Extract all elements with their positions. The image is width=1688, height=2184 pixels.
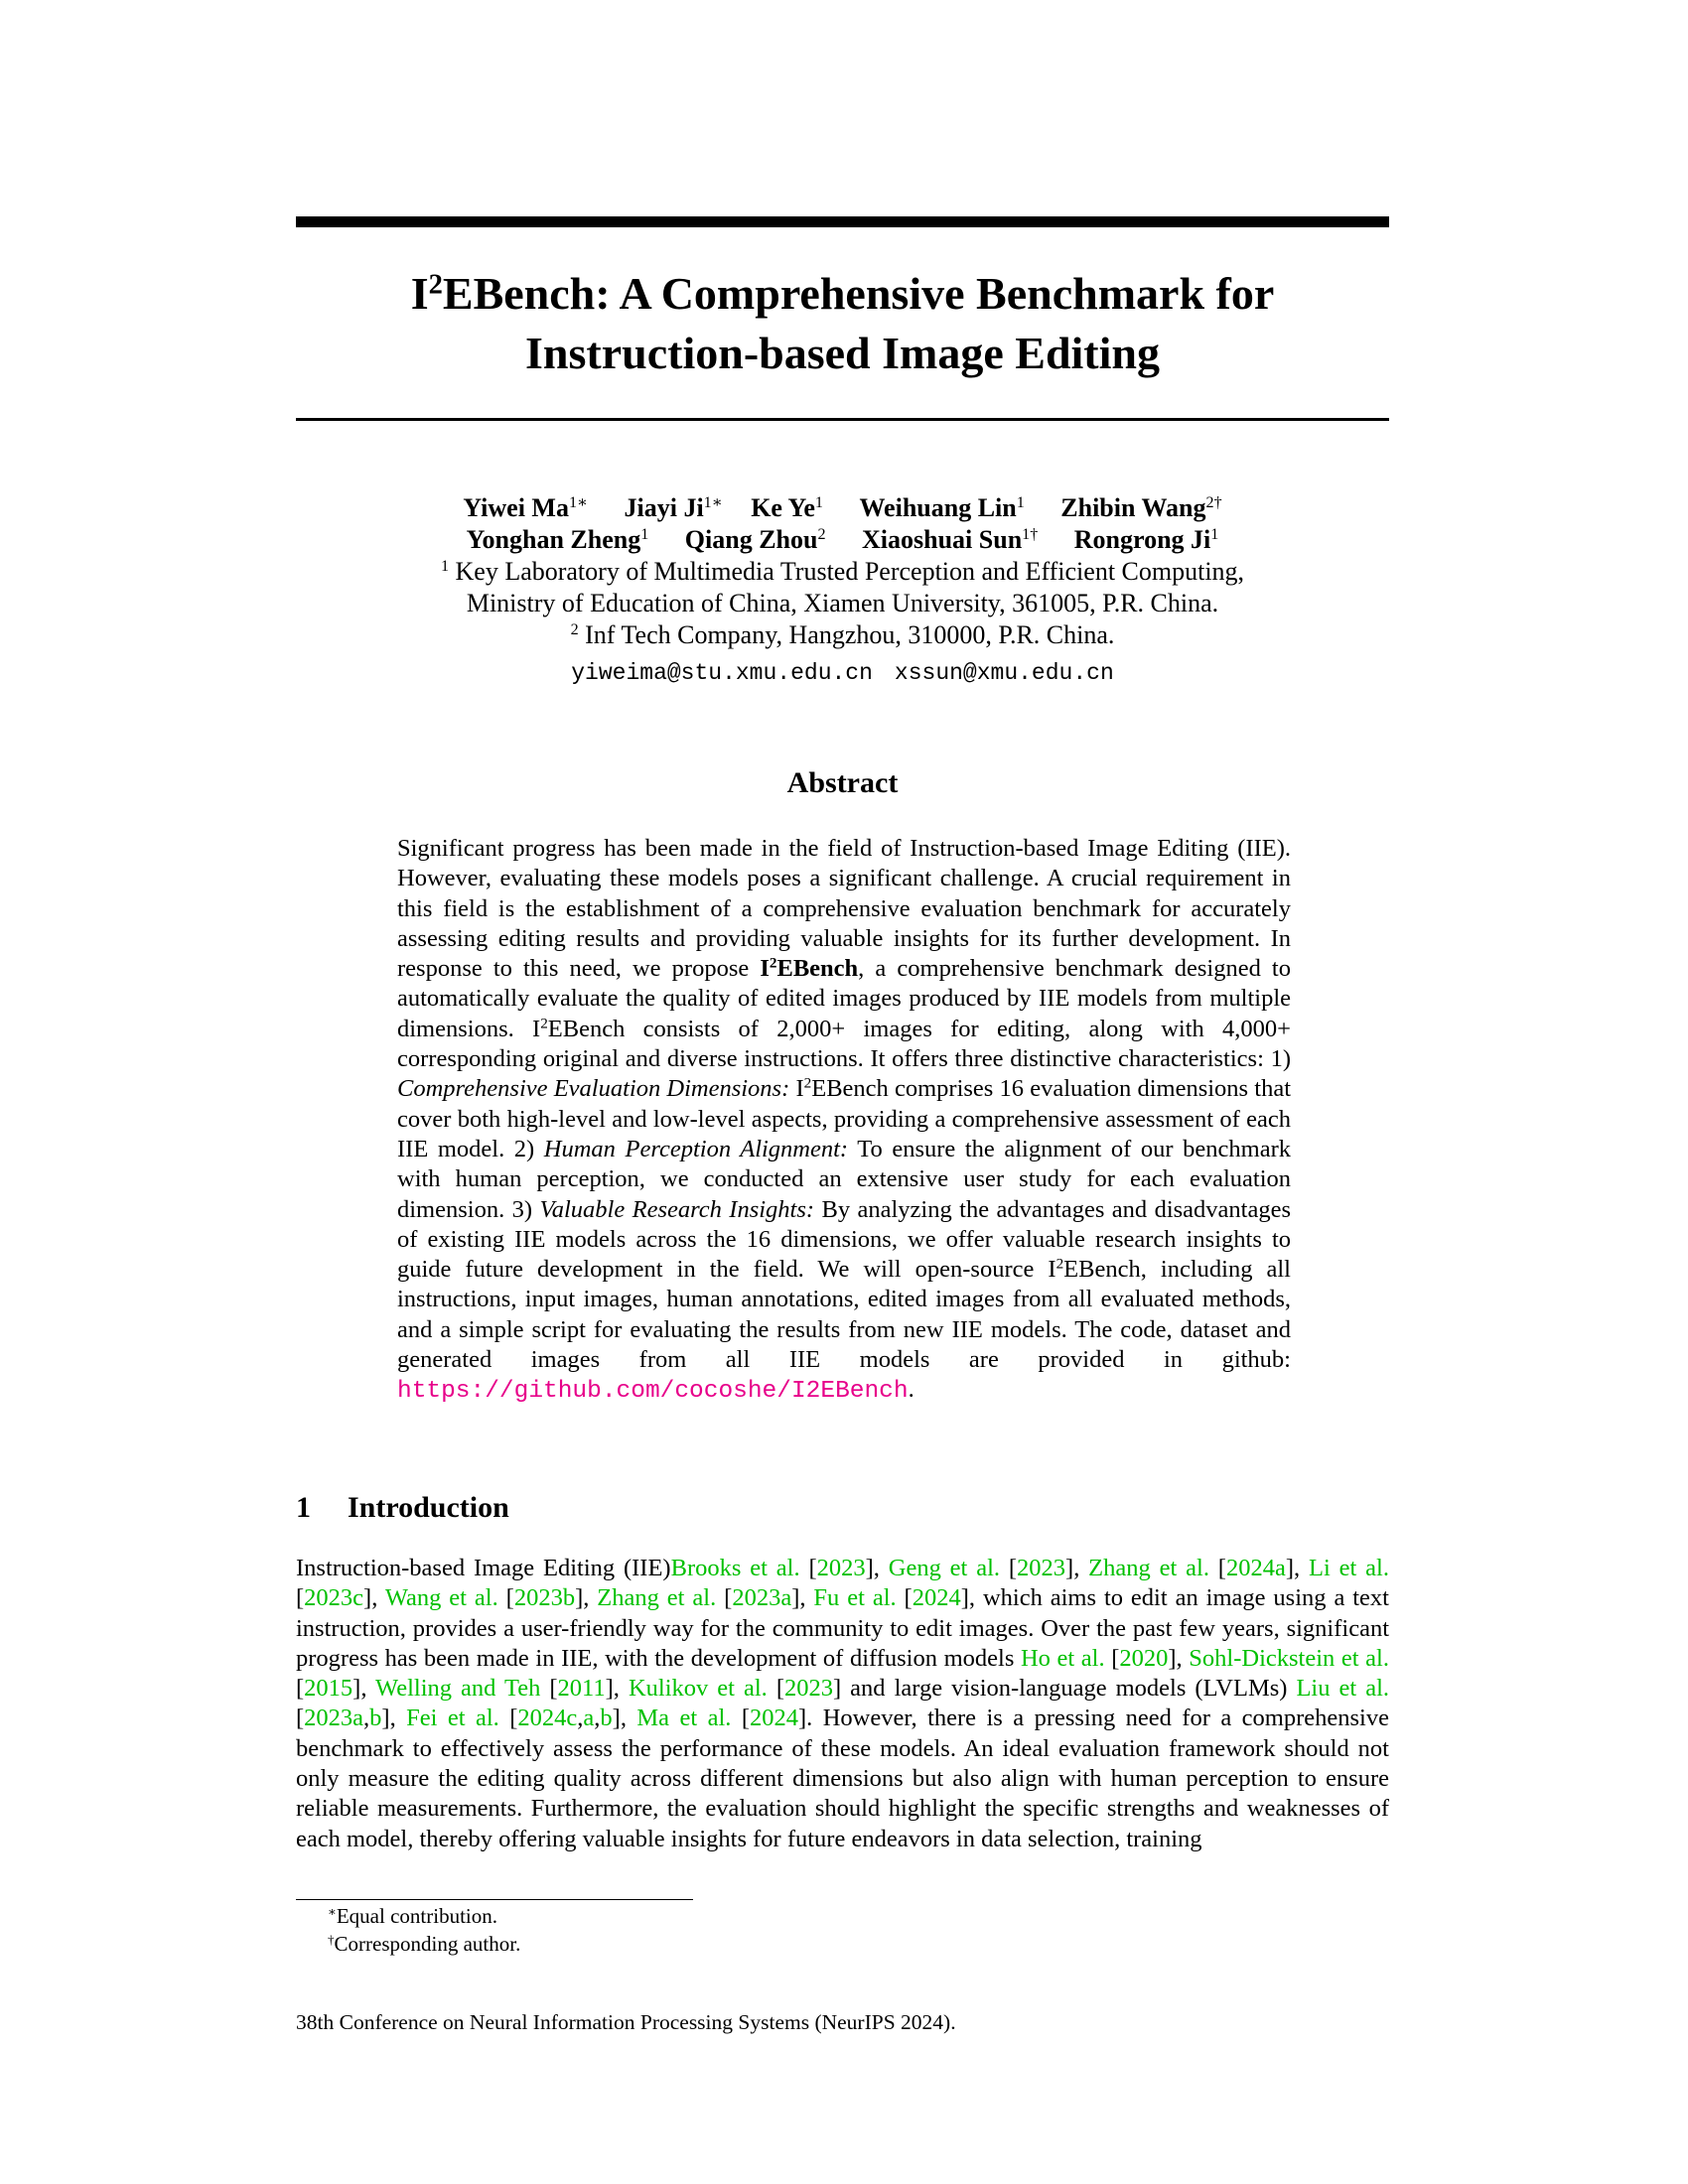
citation-link[interactable]: b (369, 1705, 382, 1732)
citation-link[interactable]: Brooks et al. (670, 1555, 800, 1581)
citation-link[interactable]: Zhang et al. (1088, 1555, 1209, 1581)
citation-link[interactable]: 2024 (749, 1705, 798, 1732)
citation-link[interactable]: a (583, 1705, 595, 1732)
author-emails (296, 655, 1389, 689)
paper-title: $I^2EBench$: A Comprehensive Benchmark for Instruction-based Image Editing (410, 268, 1275, 378)
email-link[interactable]: yiweima@stu.xmu.edu.cn (571, 660, 873, 686)
title-bottom-rule (296, 418, 1389, 421)
citation-link[interactable]: Liu et al. (1296, 1675, 1390, 1703)
citation-link[interactable]: 2024c (517, 1705, 578, 1732)
author-row-1: Yiwei $Ma^{1∗}$ Jiayi $Ji^{1∗}$ Ke Ye$^1$ Weihuang Lin$^1$ Zhibin Wang$^{2\dagger}$ (463, 493, 1222, 522)
citation-link[interactable]: Ma et al. (636, 1705, 732, 1732)
author-name: Qiang Zhou (684, 525, 818, 554)
citation-link[interactable]: 2023c (304, 1584, 364, 1612)
affiliation-1: $^1$ Key Laboratory of Multimedia Trusted Perception and Efficient Computing, (440, 557, 1245, 586)
citation-link[interactable]: b (600, 1705, 613, 1732)
section-heading-introduction: 1 Introduction (296, 1491, 509, 1524)
citation-link[interactable]: Fu et al. (813, 1584, 897, 1612)
citation-link[interactable]: 2011 (557, 1675, 606, 1703)
abstract-body: Significant progress has been made in the field of Instruction-based Image Editing (IIE). However, evaluating these models poses a significant challenge. A crucial requirement in this field is the establishment of a comprehensive evaluation benchmark for accurately assessing editing results and providing valuable insights for its further development. In response to this need, we propose $I^2EBench$, a comprehensive benchmark designed to automatically evaluate the quality of edited images produced by IIE models from multiple dimensions. $I^2EBench$ consists of 2,000+ images for editing, along with 4,000+ corresponding original and diverse instructions. It offers three distinctive characteristics: 1) Comprehensive Evaluation Dimensions: $I^2EBench$ comprises 16 evaluation dimensions that cover both high-level and low-level aspects, providing a comprehensive assessment of each IIE model. 2) Human Perception Alignment: To ensure the alignment of our benchmark with human perception, we conducted an extensive user study for each evaluation dimension. 3) Valuable Research Insights: By analyzing the advantages and disadvantages of existing IIE models across the 16 dimensions, we offer valuable research insights to guide future development in the field. We will open-source $I^2EBench$, including all instructions, input images, human annotations, edited images from all evaluated methods, and a simple script for evaluating the results from new IIE models. The code, dataset and generated images from all IIE models are provided in github: https://github.com/cocoshe/I2EBench. (397, 835, 1292, 1406)
citation-link[interactable]: Li et al. (1308, 1555, 1389, 1581)
affiliation-2: $^2$ Inf Tech Company, Hangzhou, 310000, P.R. China. (570, 620, 1115, 649)
author-name: Xiaoshuai Sun (862, 525, 1023, 554)
citation-link[interactable]: 2023a (732, 1584, 792, 1612)
introduction-body: Instruction-based Image Editing (IIE)Brooks et al. [2023], Geng et al. [2023], Zhang et al. [2024a], Li et al. [2023c], Wang et al. [2023b], Zhang et al. [2023a], Fu et al. [2024], which aims to edit an image using a text instruction, provides a user-friendly way for the community to edit images. Over the past few years, significant progress has been made in IIE, with the development of diffusion models Ho et al. [2020], Sohl-Dickstein et al. [2015], Welling and Teh [2011], Kulikov et al. [2023] and large vision-language models (LVLMs) Liu et al. [2023a,b], Fei et al. [2024c,a,b], Ma et al. [2024]. However, there is a pressing need for a comprehensive benchmark to effectively assess the performance of these models. An ideal evaluation framework should not only measure the editing quality across different dimensions but also align with human perception to ensure reliable measurements. Furthermore, the evaluation should highlight the specific strengths and weaknesses of each model, thereby offering valuable insights for future endeavors in data selection, training (296, 1555, 1390, 1852)
benchmark-name: $I^2EBench$ (760, 954, 859, 983)
citation-link[interactable]: 2020 (1119, 1644, 1169, 1672)
author-name: Jiayi Ji (624, 493, 704, 522)
author-name: Yiwei Ma (463, 493, 569, 522)
author-row-2: Yonghan Zheng$^1$ Qiang Zhou$^2$ Xiaoshuai Sun$^{1\dagger}$ Rongrong Ji$^1$ (466, 525, 1219, 554)
citation-link[interactable]: Fei et al. (406, 1705, 499, 1732)
abstract-heading: Abstract (786, 766, 899, 799)
title-top-rule (296, 216, 1389, 227)
citation-link[interactable]: Ho et al. (1020, 1644, 1105, 1672)
citation-link[interactable]: Zhang et al. (597, 1584, 717, 1612)
footnote-rule (296, 1899, 693, 1900)
citation-link[interactable]: 2023 (1017, 1555, 1066, 1581)
footnote-equal-contribution: ∗Equal contribution. (328, 1903, 497, 1928)
citation-link[interactable]: 2023 (816, 1555, 866, 1581)
citation-link[interactable]: 2024a (1225, 1555, 1286, 1581)
citation-link[interactable]: Wang et al. (384, 1584, 498, 1612)
author-name: Rongrong Ji (1073, 525, 1211, 554)
citation-link[interactable]: Sohl-Dickstein et al. (1189, 1644, 1389, 1672)
footnote-corresponding-author: †Corresponding author. (328, 1931, 521, 1956)
citation-link[interactable]: Kulikov et al. (628, 1675, 768, 1703)
author-block (296, 492, 1389, 689)
affiliation-1-cont: Ministry of Education of China, Xiamen University, 361005, P.R. China. (466, 589, 1219, 617)
email-link[interactable]: xssun@xmu.edu.cn (894, 660, 1114, 686)
venue-footer: 38th Conference on Neural Information Processing Systems (NeurIPS 2024). (296, 2010, 956, 2034)
author-name: Zhibin Wang (1060, 493, 1206, 522)
citation-link[interactable]: Welling and Teh (375, 1675, 541, 1703)
citation-link[interactable]: 2015 (304, 1675, 353, 1703)
author-name: Ke Ye (751, 493, 815, 522)
citation-link[interactable]: Geng et al. (888, 1555, 1001, 1581)
github-link[interactable]: https://github.com/cocoshe/I2EBench (397, 1378, 909, 1406)
citation-link[interactable]: 2023 (783, 1675, 833, 1703)
citation-link[interactable]: 2023a (304, 1705, 364, 1732)
author-name: Weihuang Lin (859, 493, 1017, 522)
author-name: Yonghan Zheng (466, 525, 641, 554)
citation-link[interactable]: 2024 (912, 1584, 961, 1612)
citation-link[interactable]: 2023b (513, 1584, 576, 1612)
